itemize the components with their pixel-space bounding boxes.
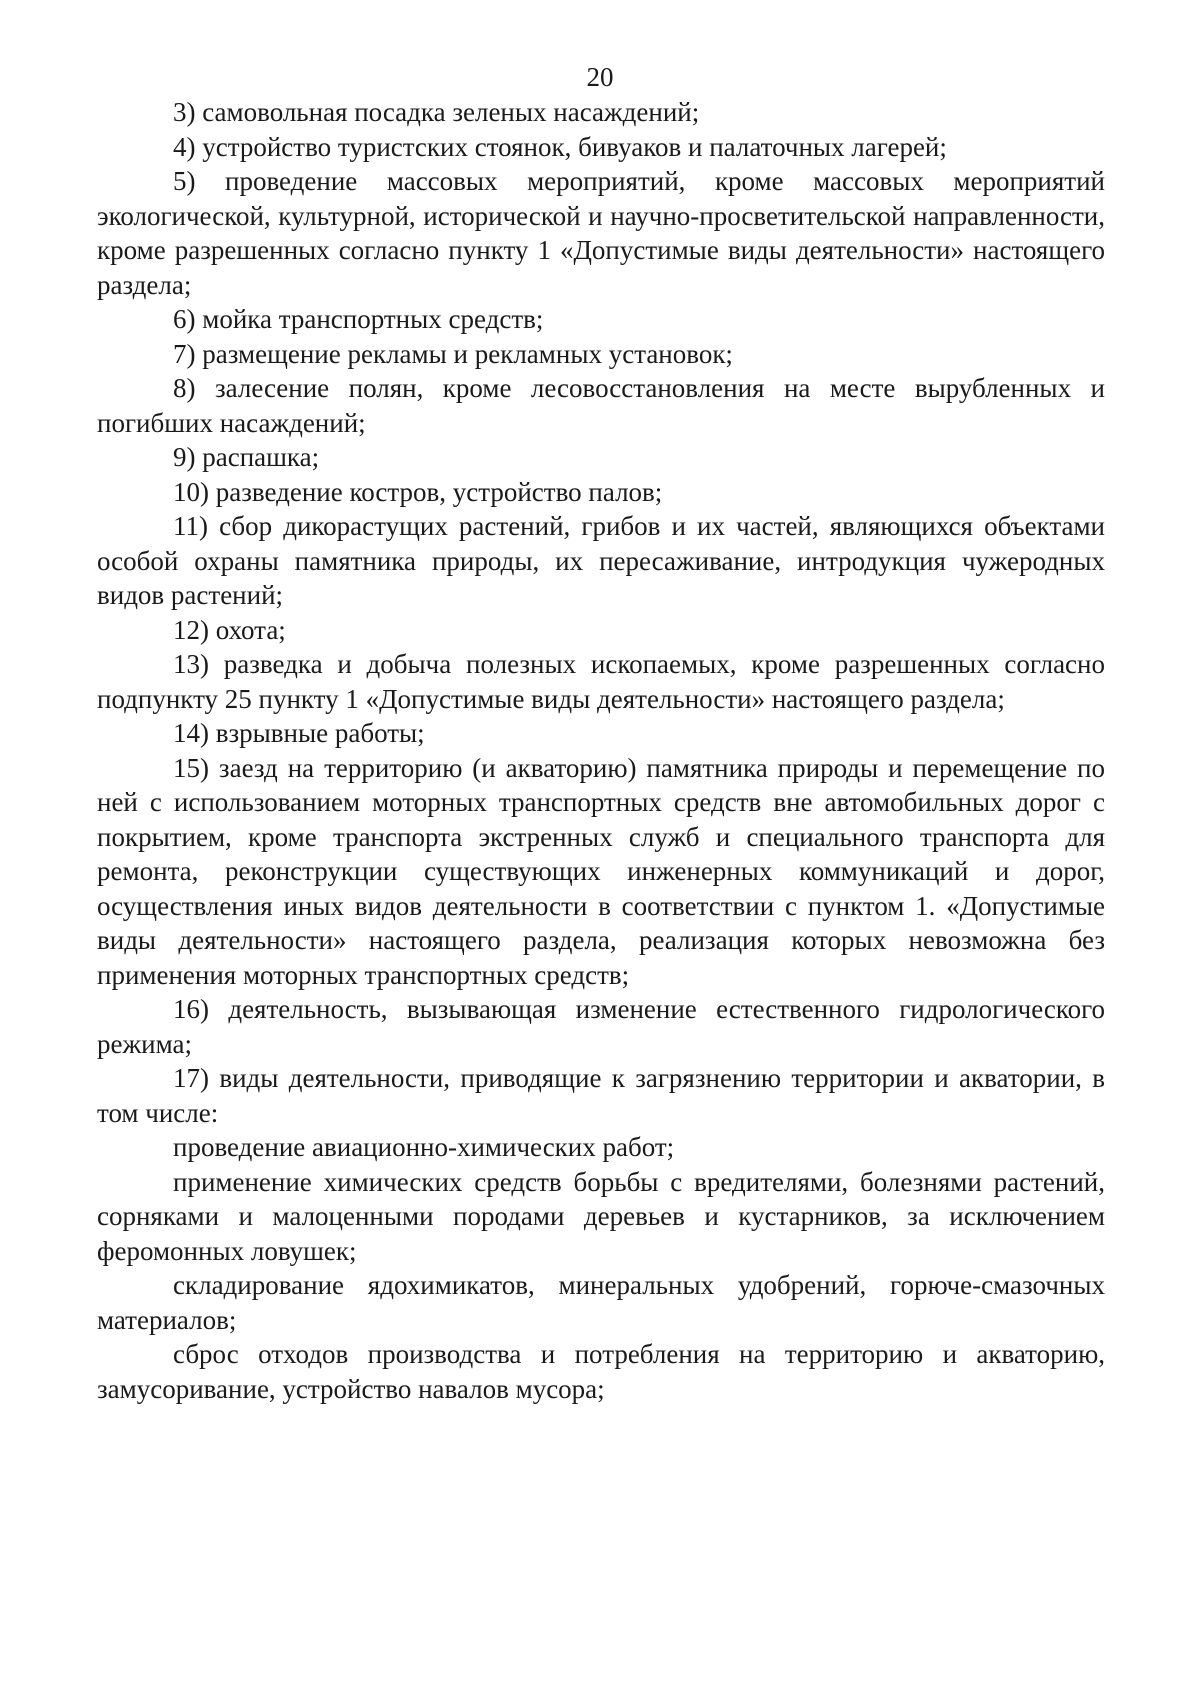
paragraph-subitem-aviation: проведение авиационно-химических работ; bbox=[173, 1132, 675, 1162]
paragraph-item-11: 11) сбор дикорастущих растений, грибов и их частей, являющихся объектами особой охраны памятника природы, их пересаживание, интродукция чужеродных видов растений; bbox=[97, 511, 1105, 610]
paragraph-item-5: 5) проведение массовых мероприятий, кроме массовых мероприятий экологической, культурной, исторической и научно-просветительской направленности, кроме разрешенных согласно пункту 1 «Допустимые виды деятельности» настоящего раздела; bbox=[97, 166, 1105, 300]
paragraph-item-7: 7) размещение рекламы и рекламных установок; bbox=[173, 338, 733, 369]
paragraph-item-9: 9) распашка; bbox=[173, 442, 320, 472]
paragraph-item-17: 17) виды деятельности, приводящие к загрязнению территории и акватории, в том числе: bbox=[97, 1063, 1105, 1128]
paragraph-item-6: 6) мойка транспортных средств; bbox=[173, 304, 544, 334]
paragraph-item-8: 8) залесение полян, кроме лесовосстановления на месте вырубленных и погибших насаждений; bbox=[97, 373, 1105, 438]
paragraph-item-3: 3) самовольная посадка зеленых насаждений; bbox=[173, 97, 700, 127]
paragraph-item-16: 16) деятельность, вызывающая изменение естественного гидрологического режима; bbox=[97, 994, 1105, 1059]
paragraph-item-12: 12) охота; bbox=[173, 614, 286, 645]
paragraph-item-15: 15) заезд на территорию (и акваторию) памятника природы и перемещение по ней с использованием моторных транспортных средств вне автомобильных дорог с покрытием, кроме транспорта экстренных служб и специального транспорта для ремонта, реконструкции существующих инженерных коммуникаций и дорог, осуществления иных видов деятельности в соответствии с пунктом 1. «Допустимые виды деятельности» настоящего раздела, реализация которых невозможна без применения моторных транспортных средств; bbox=[97, 752, 1105, 990]
paragraph-item-13: 13) разведка и добыча полезных ископаемых, кроме разрешенных согласно подпункту 25 пункту 1 «Допустимые виды деятельности» настоящего раздела; bbox=[97, 649, 1105, 714]
paragraph-item-4: 4) устройство туристских стоянок, бивуаков и палаточных лагерей; bbox=[173, 131, 947, 162]
page-number: 20 bbox=[586, 62, 614, 92]
paragraph-item-14: 14) взрывные работы; bbox=[173, 718, 425, 748]
document-body bbox=[97, 95, 1105, 1406]
paragraph-subitem-waste: сброс отходов производства и потребления на территорию и акваторию, замусоривание, устройство навалов мусора; bbox=[97, 1339, 1105, 1404]
paragraph-subitem-chemicals: применение химических средств борьбы с вредителями, болезнями растений, сорняками и малоценными породами деревьев и кустарников, за исключением феромонных ловушек; bbox=[97, 1166, 1105, 1266]
paragraph-item-10: 10) разведение костров, устройство палов; bbox=[173, 476, 663, 507]
paragraph-subitem-storage: складирование ядохимикатов, минеральных удобрений, горюче-смазочных материалов; bbox=[97, 1270, 1105, 1335]
